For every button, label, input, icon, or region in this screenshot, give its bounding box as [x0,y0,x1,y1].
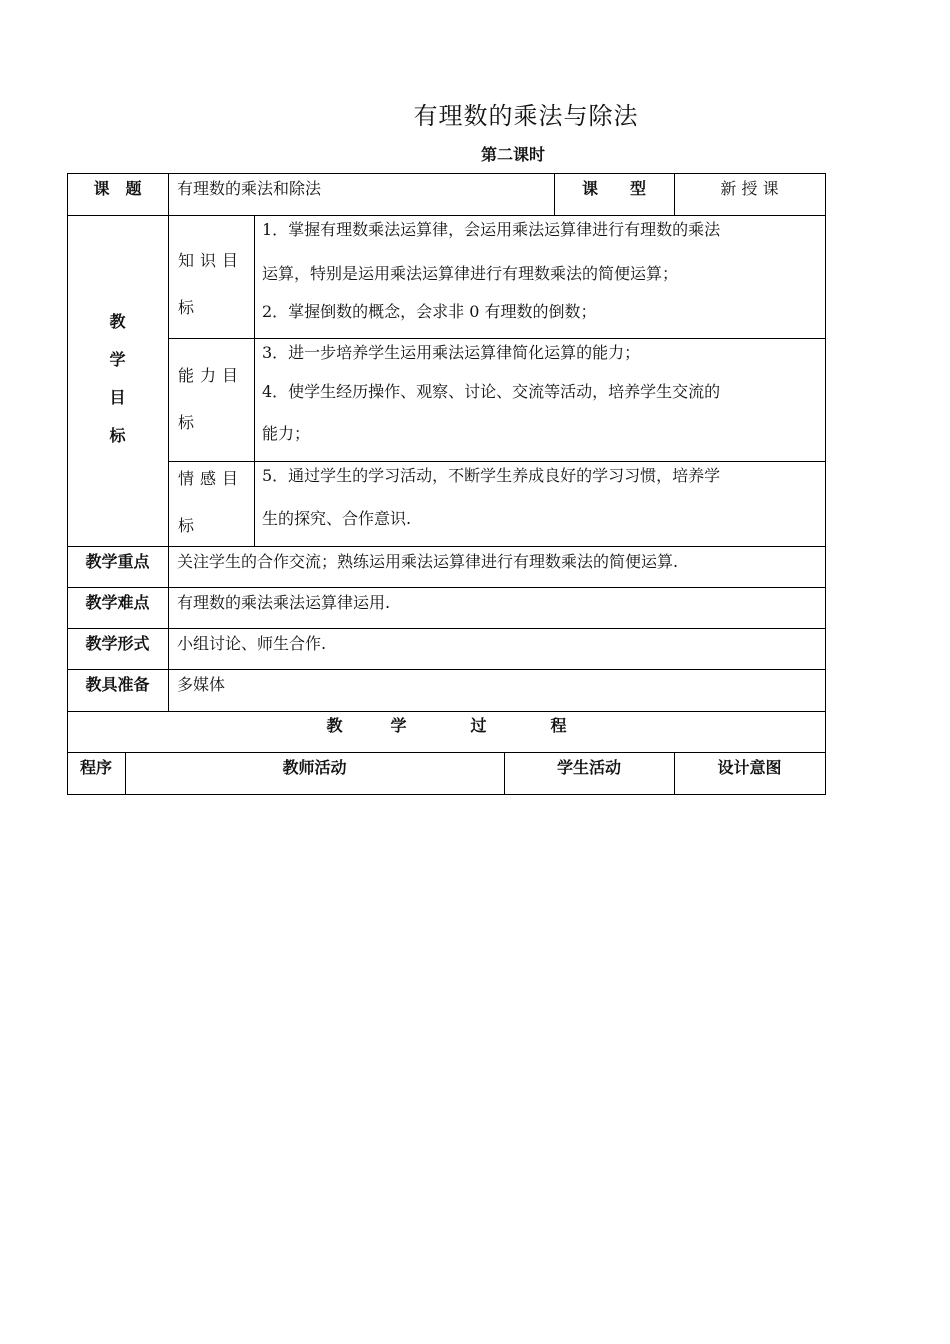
objectives-label-char: 学 [109,350,126,369]
tools-value: 多媒体 [177,675,226,694]
emotion-label-line: 情感目 [178,469,245,488]
objectives-label-char: 目 [109,388,126,407]
ability-line: 能力； [262,424,311,443]
teaching-form-label: 教学形式 [85,634,150,653]
difficulty-label: 教学难点 [85,593,150,612]
ability-line: 4．使学生经历操作、观察、讨论、交流等活动，培养学生交流的 [262,382,721,401]
ability-objective-content [254,338,826,461]
emotion-label-line: 标 [178,516,201,535]
ability-objective-label [178,363,252,433]
objectives-label [67,303,168,455]
document-title: 有理数的乘法与除法 [413,102,639,130]
key-point-value: 关注学生的合作交流；熟练运用乘法运算律进行有理数乘法的简便运算. [177,552,679,571]
emotion-line: 生的探究、合作意识. [262,509,412,528]
objectives-label-char: 教 [109,312,126,331]
knowledge-objective-content [254,215,826,338]
knowledge-line: 2．掌握倒数的概念，会求非 0 有理数的倒数； [262,302,597,321]
column-header-procedure: 程序 [79,758,112,777]
knowledge-objective-label [178,248,252,318]
column-header-student-activity: 学生活动 [556,758,621,777]
lesson-plan-table [67,173,826,795]
column-header-design-intent: 设计意图 [717,758,782,777]
emotion-objective-label [178,466,252,536]
topic-label: 课 题 [93,179,142,198]
knowledge-label-line: 知识目 [178,251,245,270]
difficulty-value: 有理数的乘法乘法运算律运用. [177,593,391,612]
ability-line: 3．进一步培养学生运用乘法运算律简化运算的能力； [262,343,641,362]
ability-label-line: 能力目 [178,366,245,385]
lesson-type-value: 新 授 课 [720,179,779,198]
column-header-teacher-activity: 教师活动 [282,758,347,777]
ability-label-line: 标 [178,413,201,432]
key-point-label: 教学重点 [85,552,150,571]
emotion-objective-content [254,461,826,546]
knowledge-label-line: 标 [178,298,201,317]
lesson-type-label: 课 型 [581,179,646,198]
emotion-line: 5．通过学生的学习活动，不断学生养成良好的学习习惯，培养学 [262,466,721,485]
topic-value: 有理数的乘法和除法 [177,179,322,198]
objectives-label-char: 标 [109,426,126,445]
teaching-form-value: 小组讨论、师生合作. [177,634,327,653]
document-subtitle: 第二课时 [480,145,545,164]
process-title: 教 学 过 程 [326,716,567,735]
tools-label: 教具准备 [85,675,150,694]
knowledge-line: 运算，特别是运用乘法运算律进行有理数乘法的简便运算； [262,264,679,283]
knowledge-line: 1．掌握有理数乘法运算律，会运用乘法运算律进行有理数的乘法 [262,220,721,239]
